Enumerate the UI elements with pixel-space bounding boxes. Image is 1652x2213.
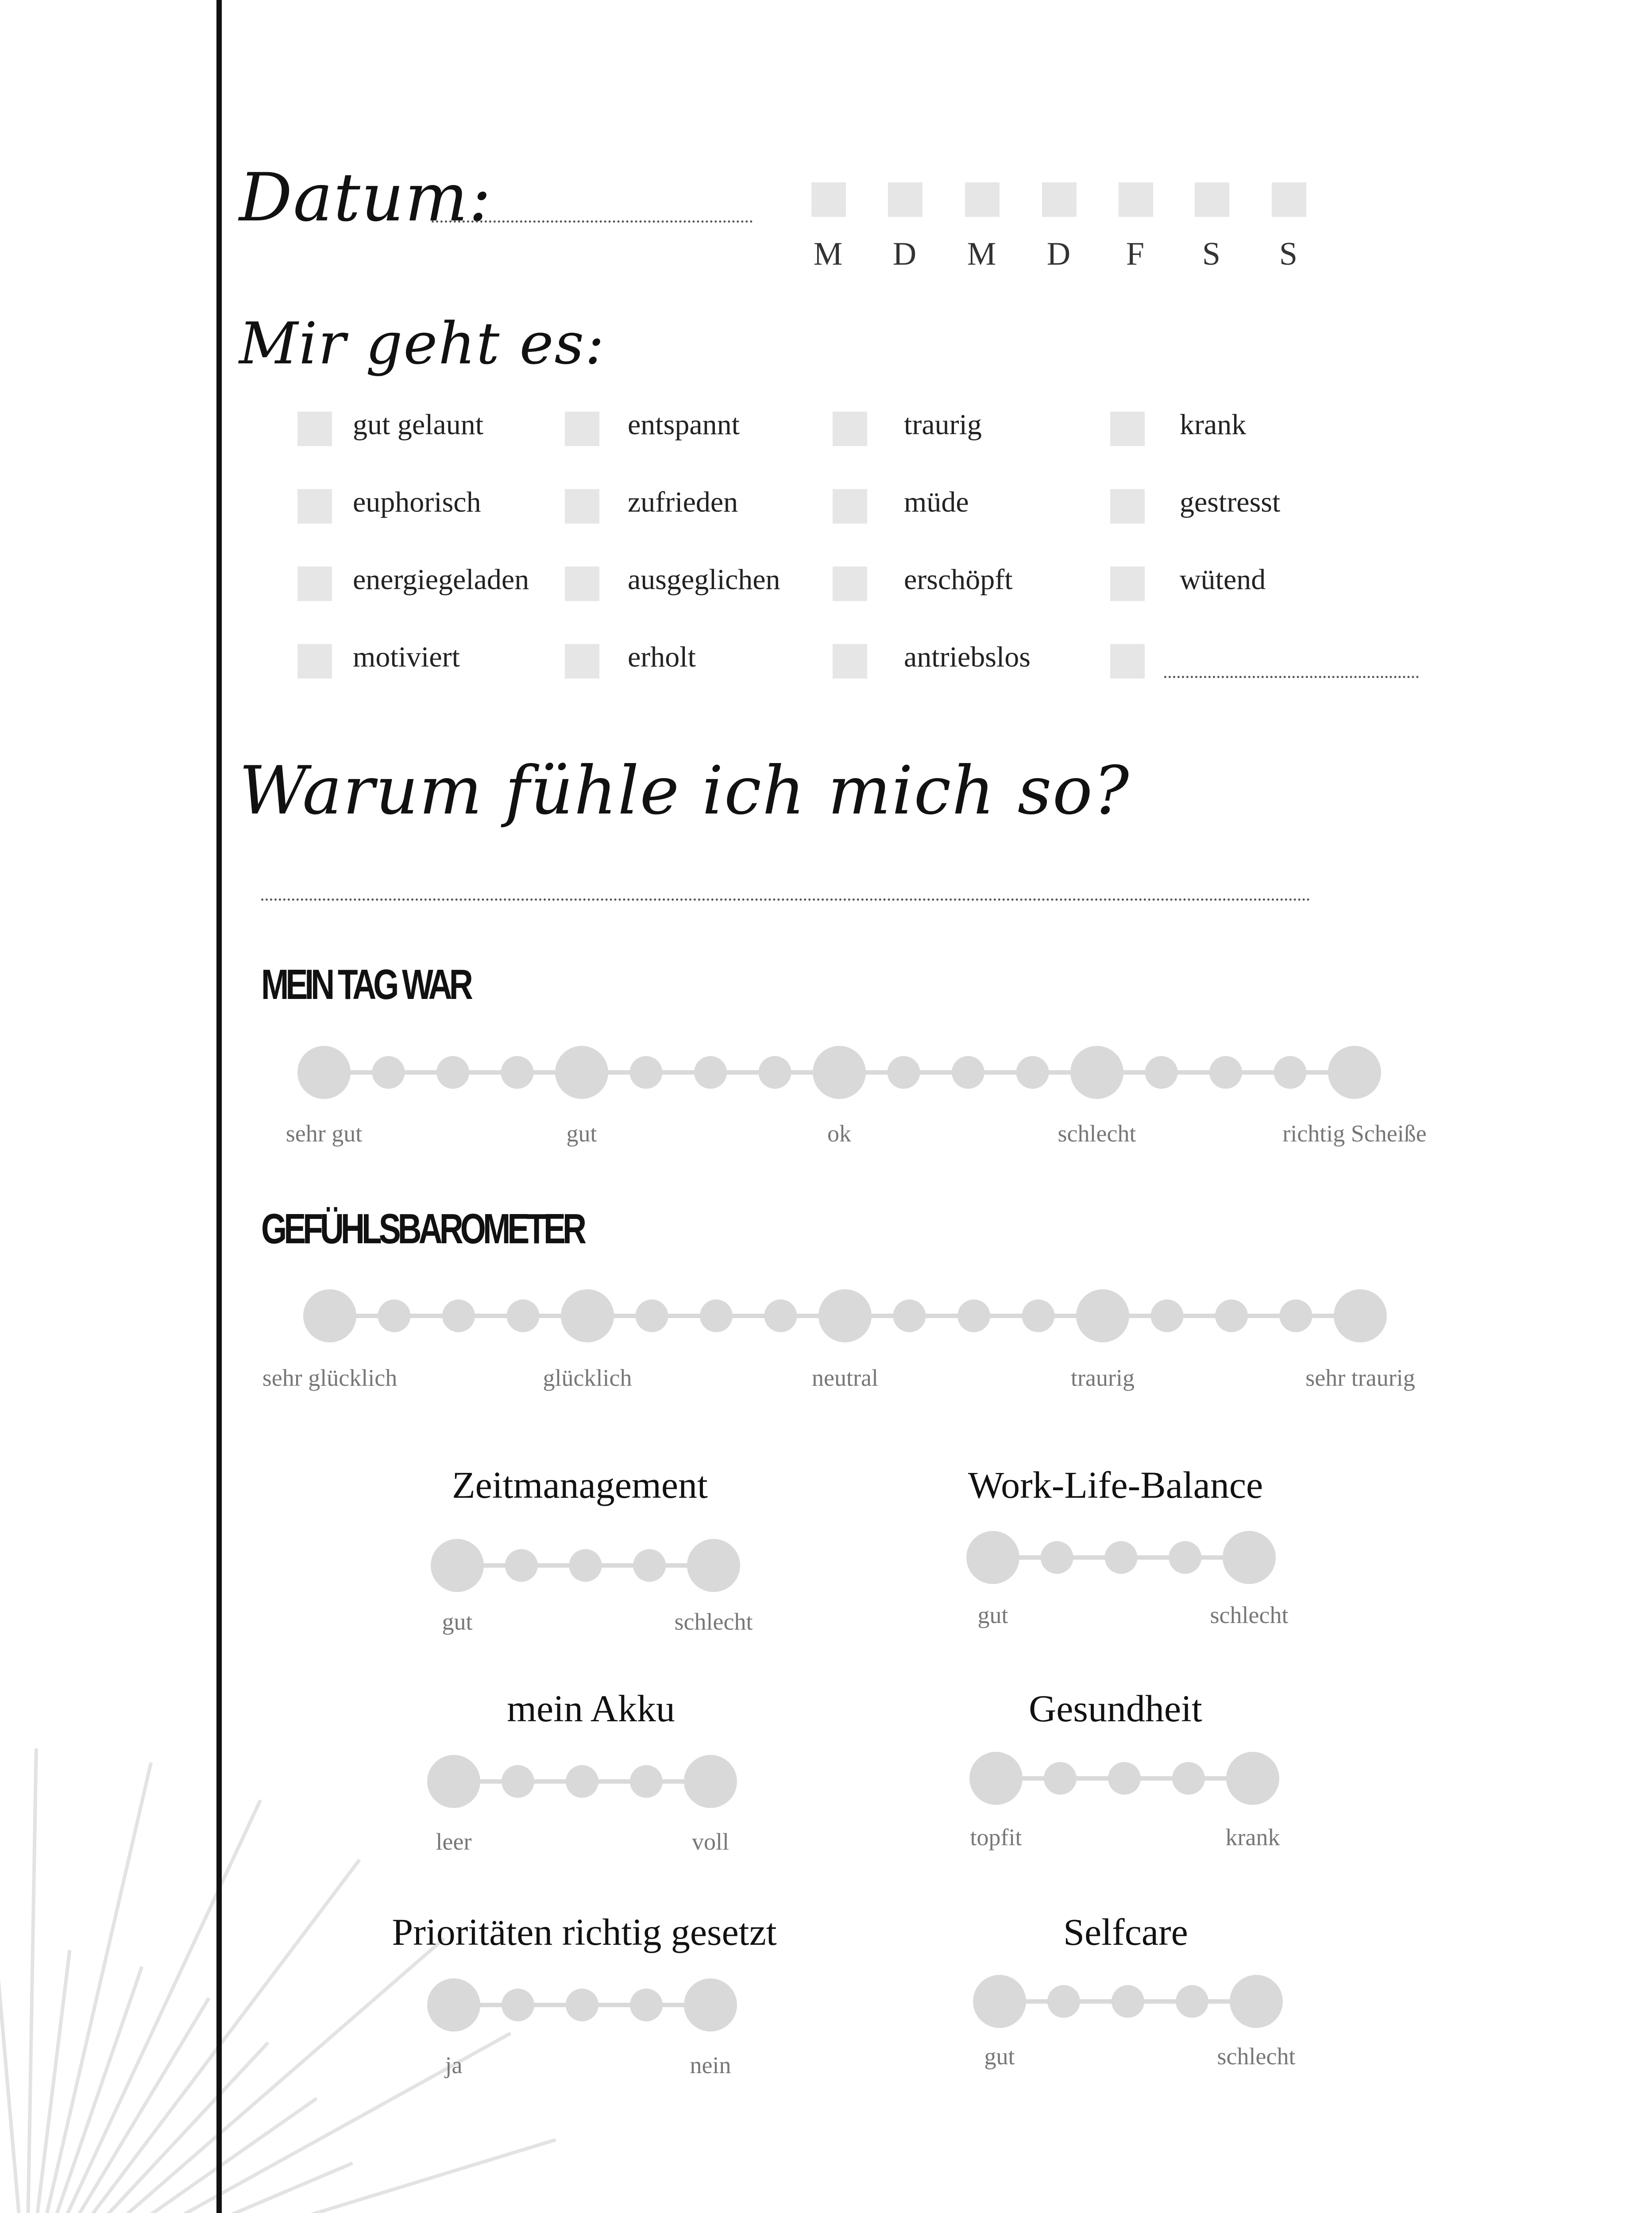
scale-major-dot[interactable] [1334, 1289, 1387, 1342]
scale-minor-dot[interactable] [893, 1299, 926, 1332]
mood-label: krank [1180, 409, 1247, 441]
mood-custom-field[interactable] [1164, 676, 1419, 678]
scale-label: gut [566, 1120, 597, 1147]
mood-checkbox[interactable] [833, 644, 867, 679]
scale-minor-dot[interactable] [759, 1056, 791, 1089]
mini-scale-title: Zeitmanagement [452, 1464, 708, 1506]
weekday-checkbox[interactable] [1272, 182, 1306, 217]
mini-scale-dot[interactable] [1047, 1985, 1080, 2018]
mood-label: motiviert [353, 641, 460, 673]
mood-checkbox[interactable] [1110, 567, 1145, 601]
mini-scale-right-label: krank [1225, 1824, 1280, 1851]
scale-label: traurig [1071, 1365, 1135, 1391]
mini-scale-track [0, 1513, 1652, 1602]
mini-scale-dot[interactable] [1108, 1762, 1141, 1795]
mood-label: ausgeglichen [628, 563, 780, 596]
mood-checkbox[interactable] [297, 644, 332, 679]
mood-label: euphorisch [353, 486, 481, 518]
mini-scale-left-label: gut [977, 1602, 1008, 1628]
date-field[interactable] [432, 220, 753, 223]
mini-scale-right-label: voll [691, 1828, 730, 1855]
scale-label: neutral [812, 1365, 878, 1391]
mini-scale-title: Work-Life-Balance [968, 1464, 1263, 1506]
weekday-checkbox[interactable] [1119, 182, 1153, 217]
scale-track [0, 1249, 1652, 1382]
scale-minor-dot[interactable] [1209, 1056, 1242, 1089]
scale-minor-dot[interactable] [700, 1299, 733, 1332]
feeling-scale-title: GEFÜHLSBAROMETER [261, 1205, 583, 1253]
scale-label: richtig Scheiße [1282, 1120, 1427, 1147]
mini-scale-right-label: schlecht [1210, 1602, 1289, 1628]
weekday-label: M [813, 236, 844, 272]
scale-minor-dot[interactable] [1274, 1056, 1307, 1089]
mini-scale-left-label: topfit [970, 1824, 1022, 1851]
mini-scale-dot[interactable] [1112, 1985, 1144, 2018]
mood-checkbox[interactable] [1110, 489, 1145, 524]
weekday-label: D [1046, 236, 1072, 272]
scale-minor-dot[interactable] [436, 1056, 469, 1089]
scale-label: sehr gut [286, 1120, 363, 1147]
scale-major-dot[interactable] [1070, 1046, 1123, 1099]
mood-checkbox[interactable] [833, 489, 867, 524]
scale-minor-dot[interactable] [372, 1056, 405, 1089]
mood-checkbox[interactable] [565, 489, 599, 524]
scale-label: ok [827, 1120, 851, 1147]
scale-minor-dot[interactable] [501, 1056, 534, 1089]
mini-scale-end-dot[interactable] [966, 1531, 1019, 1584]
weekday-checkbox[interactable] [965, 182, 1000, 217]
mood-checkbox[interactable] [833, 412, 867, 446]
mood-title: Mir geht es: [239, 310, 606, 377]
scale-label: glücklich [543, 1365, 632, 1391]
scale-minor-dot[interactable] [1145, 1056, 1178, 1089]
scale-major-dot[interactable] [1076, 1289, 1129, 1342]
mini-scale-dot[interactable] [1176, 1985, 1208, 2018]
mood-label: müde [904, 486, 969, 518]
mood-label: entspannt [628, 409, 740, 441]
mini-scale-end-dot[interactable] [1223, 1531, 1276, 1584]
mood-checkbox[interactable] [565, 567, 599, 601]
mood-label: wütend [1180, 563, 1266, 596]
mini-scale-dot[interactable] [1044, 1762, 1077, 1795]
weekday-checkbox[interactable] [811, 182, 846, 217]
mini-scale-track [0, 1734, 1652, 1823]
scale-minor-dot[interactable] [636, 1299, 668, 1332]
scale-label: sehr traurig [1305, 1365, 1415, 1391]
mini-scale-dot[interactable] [1041, 1541, 1073, 1574]
scale-minor-dot[interactable] [507, 1299, 540, 1332]
scale-major-dot[interactable] [561, 1289, 614, 1342]
reason-title: Warum fühle ich mich so? [239, 752, 1130, 829]
scale-minor-dot[interactable] [1022, 1299, 1055, 1332]
reason-field[interactable] [261, 898, 1310, 901]
scale-minor-dot[interactable] [764, 1299, 797, 1332]
scale-minor-dot[interactable] [378, 1299, 411, 1332]
scale-minor-dot[interactable] [957, 1299, 990, 1332]
scale-minor-dot[interactable] [952, 1056, 984, 1089]
scale-minor-dot[interactable] [630, 1056, 663, 1089]
mood-checkbox[interactable] [297, 489, 332, 524]
mini-scale-dot[interactable] [1169, 1541, 1201, 1574]
mood-checkbox[interactable] [297, 567, 332, 601]
mood-checkbox[interactable] [833, 567, 867, 601]
weekday-label: S [1279, 236, 1299, 272]
mood-label: erschöpft [904, 563, 1013, 596]
weekday-label: F [1126, 236, 1146, 272]
scale-track [0, 1006, 1652, 1139]
mini-scale-end-dot[interactable] [969, 1752, 1023, 1805]
mini-scale-left-label: gut [442, 1608, 473, 1635]
mood-label: energiegeladen [353, 563, 529, 596]
scale-major-dot[interactable] [555, 1046, 608, 1099]
mood-label: antriebslos [904, 641, 1031, 673]
mini-scale-right-label: schlecht [1217, 2043, 1296, 2070]
scale-major-dot[interactable] [813, 1046, 866, 1099]
scale-minor-dot[interactable] [442, 1299, 475, 1332]
mood-label: gut gelaunt [353, 409, 484, 441]
mini-scale-title: Gesundheit [1029, 1687, 1202, 1730]
mini-scale-left-label: gut [984, 2043, 1015, 2070]
mini-scale-end-dot[interactable] [973, 1975, 1026, 2028]
mini-scale-right-label: nein [690, 2052, 731, 2078]
mini-scale-left-label: leer [436, 1828, 472, 1855]
weekday-label: M [967, 236, 998, 272]
mini-scale-track [0, 1957, 1652, 2046]
mini-scale-left-label: ja [445, 2052, 463, 2078]
mood-checkbox[interactable] [1110, 644, 1145, 679]
mood-checkbox[interactable] [565, 412, 599, 446]
mood-label: gestresst [1180, 486, 1281, 518]
weekday-checkbox[interactable] [1195, 182, 1229, 217]
date-label: Datum: [239, 159, 492, 236]
mini-scale-title: Prioritäten richtig gesetzt [392, 1911, 777, 1953]
scale-label: sehr glücklich [262, 1365, 398, 1391]
mood-checkbox[interactable] [565, 644, 599, 679]
mini-scale-right-label: schlecht [674, 1608, 753, 1635]
mood-checkbox[interactable] [1110, 412, 1145, 446]
scale-minor-dot[interactable] [888, 1056, 920, 1089]
mini-scale-dot[interactable] [1172, 1762, 1205, 1795]
weekday-label: D [892, 236, 918, 272]
scale-minor-dot[interactable] [1016, 1056, 1049, 1089]
mood-label: zufrieden [628, 486, 738, 518]
weekday-checkbox[interactable] [1042, 182, 1077, 217]
scale-minor-dot[interactable] [1151, 1299, 1184, 1332]
scale-major-dot[interactable] [297, 1046, 351, 1099]
mini-scale-end-dot[interactable] [1226, 1752, 1279, 1805]
mini-scale-title: Selfcare [1063, 1911, 1188, 1953]
scale-major-dot[interactable] [303, 1289, 356, 1342]
scale-major-dot[interactable] [818, 1289, 872, 1342]
scale-minor-dot[interactable] [1215, 1299, 1248, 1332]
mini-scale-dot[interactable] [1105, 1541, 1138, 1574]
scale-minor-dot[interactable] [1280, 1299, 1312, 1332]
mood-label: traurig [904, 409, 982, 441]
mini-scale-end-dot[interactable] [1230, 1975, 1283, 2028]
scale-minor-dot[interactable] [694, 1056, 727, 1089]
weekday-label: S [1202, 236, 1222, 272]
scale-major-dot[interactable] [1328, 1046, 1381, 1099]
weekday-checkbox[interactable] [888, 182, 922, 217]
scale-label: schlecht [1058, 1120, 1136, 1147]
mini-scale-title: mein Akku [507, 1687, 675, 1730]
day-scale-title: MEIN TAG WAR [261, 961, 470, 1008]
mood-label: erholt [628, 641, 696, 673]
mood-checkbox[interactable] [297, 412, 332, 446]
